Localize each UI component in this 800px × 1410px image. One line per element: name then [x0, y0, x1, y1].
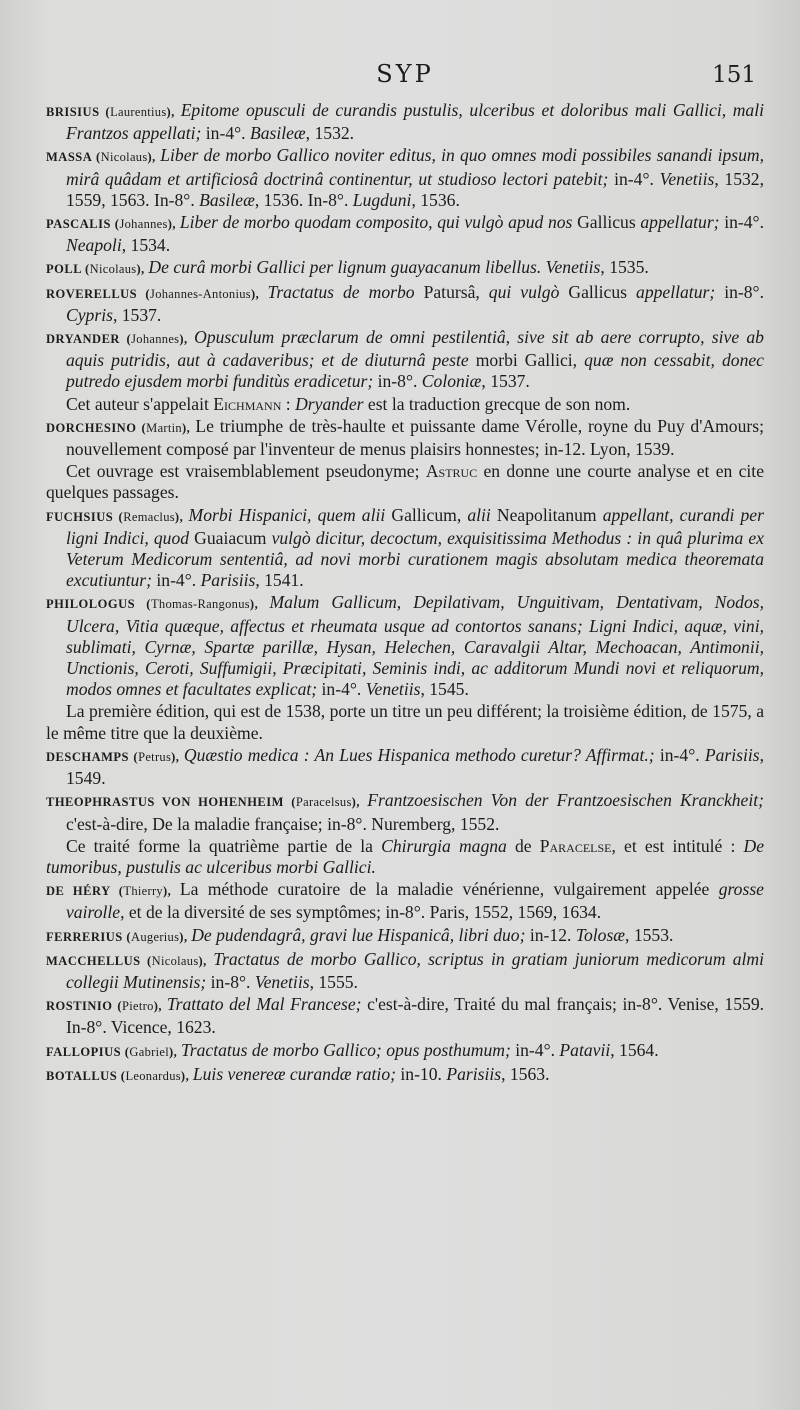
entry-author: PHILOLOGUS (Thomas-Rangonus),	[46, 597, 270, 612]
author-surname: ROSTINIO	[46, 999, 113, 1014]
text-segment: , 1535.	[600, 257, 649, 278]
text-segment: in-10.	[395, 1063, 447, 1084]
bibliography-entry	[46, 212, 764, 256]
text-segment: Tractatus de morbo Gallico; opus posthumum;	[180, 1039, 511, 1060]
running-header	[46, 60, 764, 100]
text-segment: De curâ morbi Gallici per lignum guayacanum libellus. Venetiis	[148, 257, 601, 278]
text-segment: Epitome opusculi de curandis pustulis, ulceribus et doloribus mali Gallici, mali Frantzos appellati;	[66, 100, 765, 144]
text-segment: Gallicum,	[385, 504, 468, 525]
entry-author: BRISIUS (Laurentius),	[46, 105, 181, 119]
text-segment: La méthode curatoire de la maladie vénérienne, vulgairement appelée	[179, 879, 719, 900]
bibliography-list	[46, 100, 764, 1087]
bibliography-entry	[46, 879, 764, 923]
text-segment: Eichmann	[213, 393, 282, 414]
entry-author: DE HÉRY (Thierry),	[46, 884, 180, 899]
text-segment: morbi Gallici,	[468, 350, 585, 371]
text-segment: quæ non cessabit, donec putredo ejusdem morbi funditùs eradicetur;	[66, 350, 764, 392]
text-segment: Parisiis	[446, 1063, 502, 1084]
author-surname: POLL	[46, 262, 82, 277]
text-segment: in-4°.	[151, 570, 201, 591]
author-given-name: Leonardus	[125, 1068, 181, 1083]
text-segment: Patavii	[559, 1039, 611, 1060]
text-segment: Paracelse	[539, 835, 612, 856]
bibliography-entry	[46, 1040, 764, 1063]
bibliography-entry	[46, 145, 764, 211]
entry-author: POLL (Nicolaus),	[46, 262, 149, 277]
author-surname: DESCHAMPS	[46, 749, 129, 764]
author-given-name: Martin	[146, 420, 182, 435]
text-segment: in-4°.	[510, 1039, 560, 1060]
entry-author: FERRERIUS (Augerius),	[46, 929, 192, 944]
entry-author: ROVERELLUS (Johannes-Antonius),	[46, 286, 268, 301]
text-segment: in-12.	[525, 924, 576, 945]
entry-author: DESCHAMPS (Petrus),	[46, 749, 184, 764]
entry-note	[46, 461, 764, 503]
author-given-name: Nicolaus	[89, 262, 137, 277]
page-number: 151	[712, 62, 756, 88]
author-surname: ROVERELLUS	[46, 286, 138, 301]
text-segment: in-4°.	[317, 679, 366, 700]
text-segment: , 1553.	[625, 924, 674, 945]
text-segment: Liber de morbo Gallico noviter editus, in quo omnes modi possibiles sanandi ipsum, mirâ quâdam et artificiosâ doctrinâ continentur, ut studioso lectori patebit;	[66, 145, 765, 189]
author-given-name: Johannes-Antonius	[150, 286, 251, 301]
author-surname: FERRERIUS	[46, 929, 123, 944]
author-given-name: Johannes	[119, 217, 168, 232]
text-segment: , 1534.	[121, 235, 171, 256]
entry-author: PASCALIS (Johannes),	[46, 217, 180, 232]
text-segment: Parisiis	[704, 744, 760, 765]
text-segment: in-8°.	[373, 371, 422, 392]
text-segment: vulgò dicitur, decoctum, exquisitissima Methodus : in quâ plurima ex Veterum Medicorum sententiâ, ad novi morbi curationem magis absolutam medica theoremata excutiuntur;	[66, 527, 764, 591]
author-given-name: Remaclus	[123, 509, 175, 524]
bibliography-entry	[46, 745, 764, 789]
text-segment: :	[281, 393, 296, 414]
author-given-name: Laurentius	[110, 105, 167, 119]
text-segment: , 1563.	[501, 1063, 550, 1084]
text-segment: , 1564.	[610, 1039, 659, 1060]
author-surname: DE HÉRY	[46, 884, 111, 899]
text-segment: Le triumphe de très-haulte et puissante dame Vérolle, royne du Puy d'Amours; nouvellement composé par l'inventeur de menus plaisirs honnestes; in-12. Lyon, 1539.	[66, 415, 764, 460]
entry-note	[46, 836, 764, 878]
text-segment: qui vulgò	[488, 281, 560, 302]
text-segment: Gallicus	[559, 281, 637, 302]
text-segment: Dryander	[295, 393, 364, 414]
entry-author: FALLOPIUS (Gabriel),	[46, 1044, 181, 1059]
text-segment: Basileæ	[199, 189, 255, 210]
text-segment: appellatur;	[640, 212, 720, 233]
author-given-name: Paracelsus	[295, 795, 352, 810]
text-segment: Opusculum præclarum de omni pestilentiâ, sive sit ab aere corrupto, sive ab aquis putridis, aut à cadaveribus; et de diuturnâ peste	[66, 327, 764, 371]
author-given-name: Gabriel	[129, 1044, 170, 1059]
text-segment: appellatur;	[636, 281, 716, 302]
entry-author: DRYANDER (Johannes),	[46, 332, 195, 347]
author-surname: DORCHESINO	[46, 420, 137, 435]
text-segment: , 1532, 1559, 1563. In-8°.	[66, 168, 764, 210]
bibliography-entry	[46, 925, 764, 948]
text-segment: , 1549.	[66, 744, 764, 789]
text-segment: , 1536.	[411, 189, 460, 210]
text-segment: , 1555.	[309, 971, 358, 992]
text-segment: , et est intitulé :	[611, 835, 744, 856]
entry-author: MASSA (Nicolaus),	[46, 150, 161, 165]
bibliography-entry	[46, 790, 764, 834]
text-segment: in-8°.	[715, 281, 764, 302]
text-segment: en donne une courte analyse et en cite quelques passages.	[46, 461, 764, 503]
entry-author: FUCHSIUS (Remaclus),	[46, 509, 189, 524]
text-segment: Luis venereæ curandæ ratio;	[192, 1063, 396, 1084]
entry-author: MACCHELLUS (Nicolaus),	[46, 953, 214, 968]
entry-note	[46, 394, 764, 415]
text-segment: c'est-à-dire, Traité du mal français; in-8°. Venise, 1559. In-8°. Vicence, 1623.	[66, 994, 765, 1038]
text-segment: , 1545.	[420, 679, 469, 700]
text-segment: Tractatus de morbo	[267, 281, 415, 302]
text-segment: , 1532.	[305, 123, 355, 144]
text-segment: La première édition, qui est de 1538, porte un titre un peu différent; la troisième édition, de 1575, a le même titre que la deuxième.	[46, 701, 764, 743]
bibliography-entry	[46, 1064, 764, 1087]
text-segment: in-8°.	[206, 971, 255, 992]
text-segment: Liber de morbo quodam composito, qui vulgò apud nos	[179, 212, 573, 233]
text-segment: appellant, curandi per ligni Indici, quod	[66, 504, 764, 548]
running-title: SYP	[376, 60, 434, 88]
text-segment: , 1537.	[112, 304, 162, 325]
author-given-name: Petrus	[138, 749, 172, 764]
author-given-name: Thomas-Rangonus	[150, 597, 250, 612]
text-segment: De pudendagrâ, gravi lue Hispanicâ, libri duo;	[191, 924, 526, 945]
text-segment: Cypris	[66, 304, 113, 325]
text-segment: est la traduction grecque de son nom.	[363, 393, 631, 414]
author-surname: FUCHSIUS	[46, 509, 114, 524]
text-segment: Neapolitanum	[490, 504, 603, 525]
entry-note	[46, 701, 764, 743]
author-surname: THEOPHRASTUS VON HOHENHEIM	[46, 795, 284, 810]
text-segment: Ce traité forme la quatrième partie de la	[66, 835, 382, 856]
text-segment: in-4°.	[201, 123, 250, 144]
text-segment: Chirurgia magna	[381, 835, 507, 856]
text-segment: , 1536. In-8°.	[254, 189, 353, 210]
author-surname: PASCALIS	[46, 217, 111, 232]
text-segment: Quæstio medica : An Lues Hispanica methodo curetur? Affirmat.;	[183, 744, 655, 765]
bibliography-entry	[46, 994, 764, 1038]
author-given-name: Johannes	[131, 332, 180, 347]
bibliography-entry	[46, 257, 764, 280]
text-segment: alii	[467, 504, 491, 525]
text-segment: Frantzoesischen Von der Frantzoesischen Kranckheit;	[367, 790, 764, 811]
author-surname: DRYANDER	[46, 332, 120, 347]
author-given-name: Thierry	[123, 884, 163, 899]
text-segment: Cet auteur s'appelait	[66, 393, 214, 414]
text-segment: Coloniæ	[421, 371, 482, 392]
author-surname: BRISIUS	[46, 105, 100, 119]
bibliography-entry	[46, 327, 764, 393]
text-segment: De tumoribus, pustulis ac ulceribus morbi Gallici.	[46, 835, 765, 877]
text-segment: c'est-à-dire, De la maladie française; in-8°. Nuremberg, 1552.	[66, 813, 500, 834]
author-surname: MASSA	[46, 150, 92, 165]
entry-author: ROSTINIO (Pietro),	[46, 999, 167, 1014]
bibliography-entry	[46, 592, 764, 700]
text-segment: Cet ouvrage est vraisemblablement pseudonyme;	[66, 461, 426, 482]
text-segment: , 1537.	[481, 371, 530, 392]
text-segment: in-4°.	[654, 744, 705, 765]
text-segment: , et de la diversité de ses symptômes; in-8°. Paris, 1552, 1569, 1634.	[120, 902, 602, 923]
text-segment: Guaiacum	[189, 527, 272, 548]
text-segment: Parisiis	[200, 570, 256, 591]
bibliography-entry	[46, 505, 764, 592]
text-segment: , 1541.	[255, 570, 304, 591]
text-segment: Malum Gallicum, Depilativam, Unguitivam, Dentativam, Nodos, Ulcera, Vitia quæque, affectus et rheumata usque ad contortos sanans; Ligni Indici, aquæ, vini, sublimati, Cyrnæ, Spartæ parillæ, Hysan, Helechen, Caravalgii Altar, Mechoacan, Antimonii, Unctionis, Ceroti, Suffumigii, Præcipitati, Seminis indi, ac additorum Mundi novi et reliquorum, modos omnes et facultates explicat;	[66, 592, 764, 700]
text-segment: Trattato del Mal Francese;	[166, 994, 362, 1015]
text-segment: in-4°.	[608, 168, 660, 189]
author-surname: BOTALLUS	[46, 1068, 118, 1083]
author-surname: FALLOPIUS	[46, 1044, 122, 1059]
text-segment: Morbi Hispanici, quem alii	[188, 504, 386, 525]
text-segment: Neapoli	[66, 235, 122, 256]
author-surname: MACCHELLUS	[46, 953, 141, 968]
entry-author: DORCHESINO (Martin),	[46, 420, 196, 435]
text-segment: Basileæ	[249, 123, 306, 144]
text-segment: Gallicus	[572, 212, 641, 233]
text-segment: Tolosæ	[575, 924, 626, 945]
author-given-name: Augerius	[131, 929, 180, 944]
text-segment: Venetiis	[365, 679, 421, 700]
bibliography-entry	[46, 416, 764, 460]
text-segment: Venetiis	[659, 168, 715, 189]
text-segment: Astruc	[425, 461, 478, 482]
author-surname: PHILOLOGUS	[46, 597, 136, 612]
entry-author: BOTALLUS (Leonardus),	[46, 1068, 193, 1083]
author-given-name: Pietro	[122, 999, 154, 1014]
text-segment: de	[506, 835, 540, 856]
author-given-name: Nicolaus	[151, 953, 199, 968]
author-given-name: Nicolaus	[100, 150, 148, 165]
text-segment: Lugduni	[352, 189, 412, 210]
text-segment: grosse vairolle	[66, 879, 764, 923]
bibliography-entry	[46, 100, 764, 144]
text-segment: Tractatus de morbo Gallico, scriptus in gratiam juniorum medicorum almi collegii Mutinensis;	[66, 948, 764, 992]
bibliography-entry	[46, 282, 764, 326]
bibliography-entry	[46, 949, 764, 993]
entry-author: THEOPHRASTUS VON HOHENHEIM (Paracelsus),	[46, 795, 368, 810]
text-segment: in-4°.	[719, 212, 764, 233]
text-segment: Venetiis	[254, 971, 310, 992]
text-segment: Patursâ,	[414, 281, 489, 302]
